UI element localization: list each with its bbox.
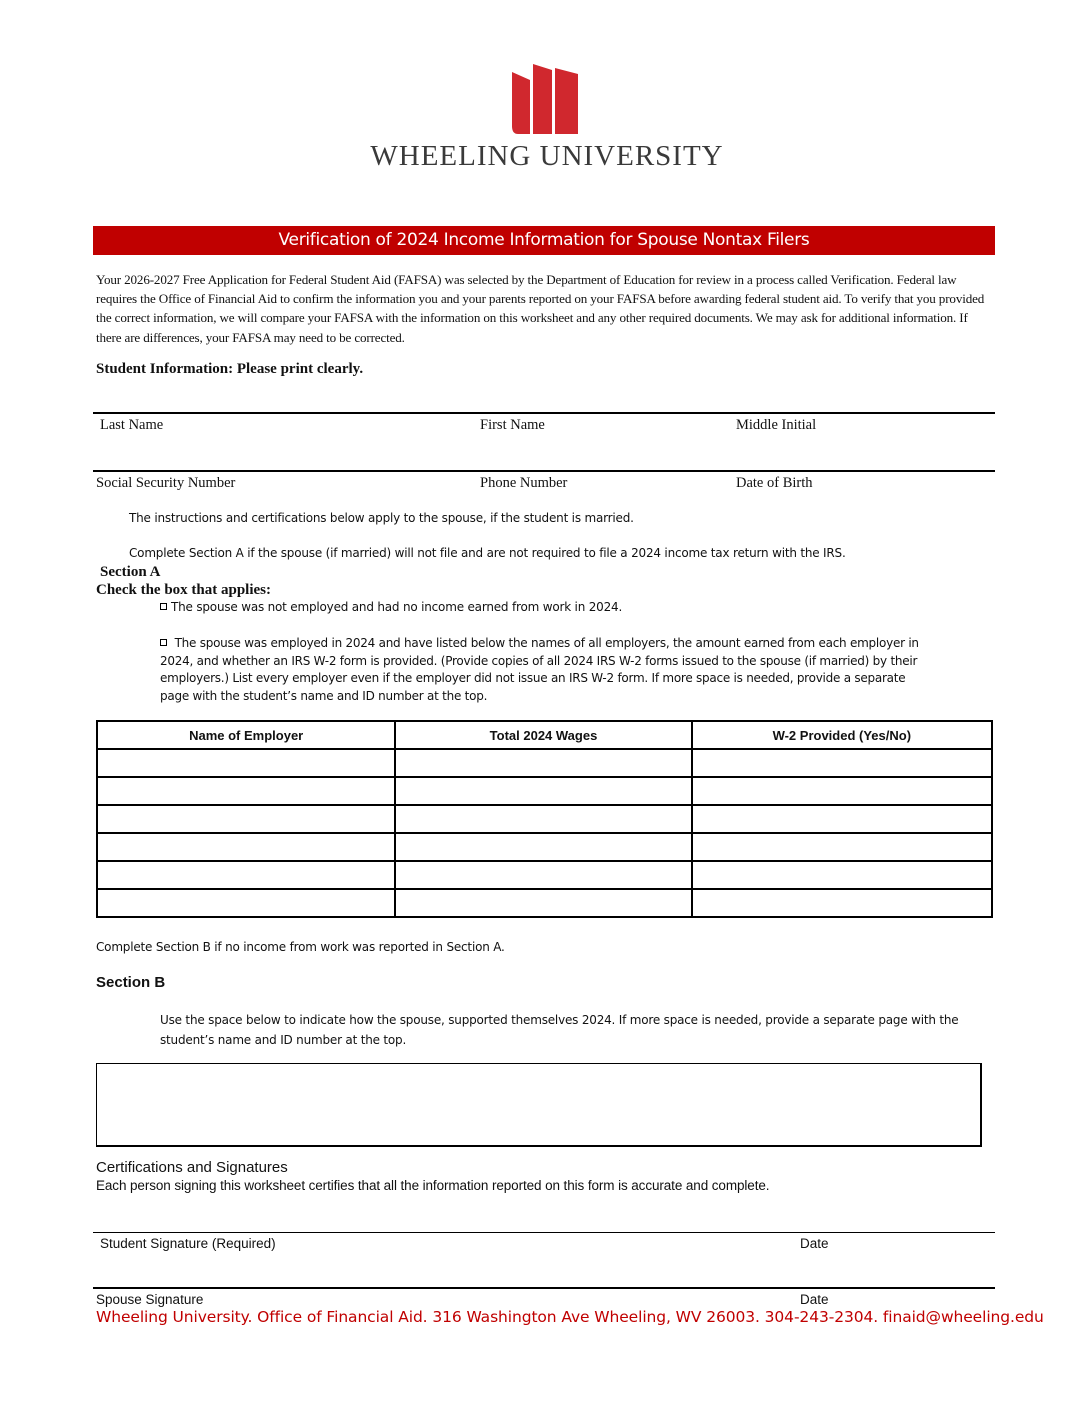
table-row	[97, 749, 992, 777]
w2-provided-cell[interactable]	[692, 833, 992, 861]
spouse-signature-field[interactable]: Spouse Signature	[96, 1292, 204, 1307]
wages-cell[interactable]	[395, 777, 691, 805]
table-row	[97, 861, 992, 889]
section-a-heading: Section A	[100, 564, 161, 580]
certifications-heading: Certifications and Signatures	[96, 1159, 288, 1176]
divider-line	[93, 470, 995, 472]
employer-name-cell[interactable]	[97, 861, 395, 889]
wages-cell[interactable]	[395, 749, 691, 777]
w2-provided-cell[interactable]	[692, 749, 992, 777]
support-explanation-field[interactable]	[96, 1063, 982, 1147]
employer-name-cell[interactable]	[97, 777, 395, 805]
section-b-instruction: Complete Section B if no income from work was reported in Section A.	[96, 940, 505, 954]
column-header-w2: W-2 Provided (Yes/No)	[692, 721, 992, 749]
wages-cell[interactable]	[395, 889, 691, 917]
wages-cell[interactable]	[395, 805, 691, 833]
employer-name-cell[interactable]	[97, 749, 395, 777]
table-row	[97, 889, 992, 917]
employer-name-cell[interactable]	[97, 889, 395, 917]
signature-line	[93, 1232, 995, 1233]
ssn-field[interactable]: Social Security Number	[96, 475, 236, 491]
table-row	[97, 777, 992, 805]
section-b-text: Use the space below to indicate how the spouse, supported themselves 2024. If more space is needed, provide a separate page with the student’s name and ID number at the top.	[160, 1013, 959, 1047]
last-name-field[interactable]: Last Name	[100, 417, 164, 433]
middle-initial-field[interactable]: Middle Initial	[736, 417, 817, 433]
column-header-wages: Total 2024 Wages	[395, 721, 691, 749]
checkbox-employed[interactable]	[160, 639, 167, 646]
signature-line	[93, 1287, 995, 1289]
table-header-row	[97, 721, 992, 749]
employer-name-cell[interactable]	[97, 833, 395, 861]
check-box-heading: Check the box that applies:	[96, 582, 272, 598]
option-employed[interactable]	[160, 635, 930, 705]
form-title-banner: Verification of 2024 Income Information for Spouse Nontax Filers	[93, 226, 995, 255]
w2-provided-cell[interactable]	[692, 861, 992, 889]
student-date-field[interactable]: Date	[800, 1236, 829, 1251]
divider-line	[93, 412, 995, 414]
section-a-instruction: Complete Section A if the spouse (if married) will not file and are not required to file a 2024 income tax return with the IRS.	[129, 546, 846, 560]
first-name-field[interactable]: First Name	[480, 417, 545, 433]
spouse-date-field[interactable]: Date	[800, 1292, 829, 1307]
spouse-applies-note: The instructions and certifications below apply to the spouse, if the student is married.	[129, 511, 634, 525]
student-signature-field[interactable]: Student Signature (Required)	[100, 1236, 276, 1251]
footer-contact-info: Wheeling University. Office of Financial Aid. 316 Washington Ave Wheeling, WV 26003. 304-243-2304. finaid@wheeling.edu	[96, 1308, 1044, 1326]
section-b-heading: Section B	[96, 974, 166, 991]
w2-provided-cell[interactable]	[692, 889, 992, 917]
table-row	[97, 833, 992, 861]
option-not-employed[interactable]	[160, 600, 622, 614]
option-label: The spouse was employed in 2024 and have listed below the names of all employers, the amount earned from each employer in 2024, and whether an IRS W-2 form is provided. (Provide copies of all 2024 IRS W-2 forms issued to the spouse (if married) by their employers.) List every employer even if the employer did not issue an IRS W-2 form. If more space is needed, provide a separate page with the student’s name and ID number at the top.	[160, 636, 919, 703]
option-label: The spouse was not employed and had no income earned from work in 2024.	[171, 600, 623, 614]
university-logo-icon	[508, 62, 582, 136]
date-of-birth-field[interactable]: Date of Birth	[736, 475, 813, 491]
table-row	[97, 805, 992, 833]
wages-cell[interactable]	[395, 833, 691, 861]
column-header-employer: Name of Employer	[97, 721, 395, 749]
university-name: WHEELING UNIVERSITY	[370, 140, 724, 172]
checkbox-not-employed[interactable]	[160, 603, 167, 610]
w2-provided-cell[interactable]	[692, 805, 992, 833]
certifications-text: Each person signing this worksheet certifies that all the information reported on this form is accurate and complete.	[96, 1178, 770, 1193]
student-info-heading: Student Information: Please print clearly.	[96, 361, 364, 377]
employer-table	[96, 720, 993, 918]
employer-name-cell[interactable]	[97, 805, 395, 833]
intro-paragraph: Your 2026-2027 Free Application for Federal Student Aid (FAFSA) was selected by the Department of Education for review in a process called Verification. Federal law requires the Office of Financial Aid to confirm the information you and your parents reported on your FAFSA before awarding federal student aid. To verify that you provided the correct information, we will compare your FAFSA with the information on this worksheet and any other required documents. We may ask for additional information. If there are differences, your FAFSA may need to be corrected.	[96, 272, 985, 345]
wages-cell[interactable]	[395, 861, 691, 889]
w2-provided-cell[interactable]	[692, 777, 992, 805]
phone-number-field[interactable]: Phone Number	[480, 475, 568, 491]
